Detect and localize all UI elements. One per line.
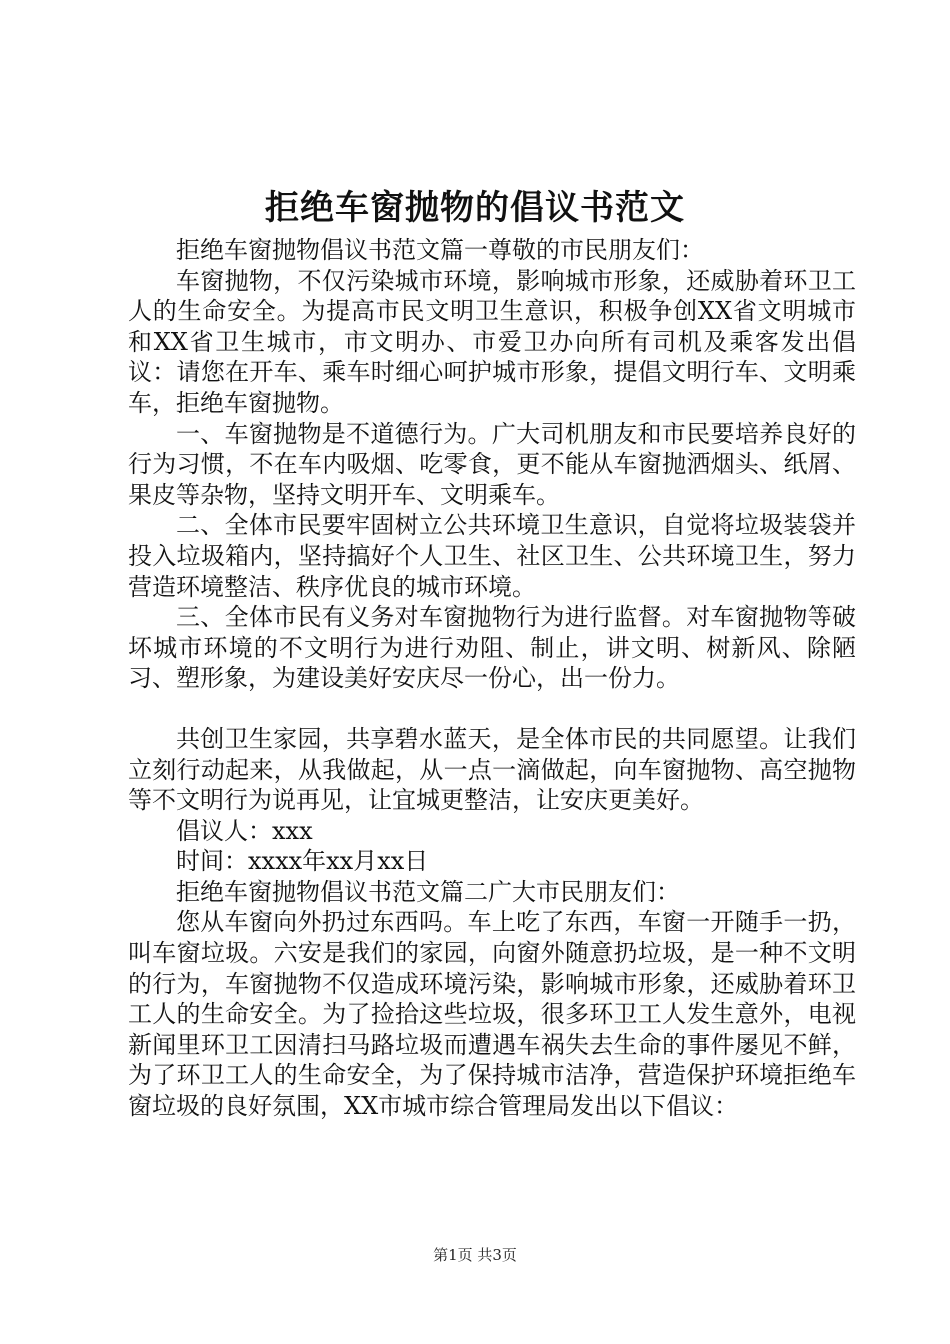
- signatory-line: 倡议人：xxx: [176, 816, 313, 845]
- document-body: [128, 235, 856, 1122]
- paragraph: 车窗抛物，不仅污染城市环境，影响城市形象，还威胁着环卫工人的生命安全。为提高市民文明卫生意识，积极争创XX省文明城市和XX省卫生城市，市文明办、市爱卫办向所有司机及乘客发出倡议：请您在开车、乘车时细心呵护城市形象，提倡文明行车、文明乘车，拒绝车窗抛物。: [128, 266, 856, 417]
- document-title: 拒绝车窗抛物的倡议书范文: [265, 188, 685, 228]
- paragraph: 您从车窗向外扔过东西吗。车上吃了东西，车窗一开随手一扔，叫车窗垃圾。六安是我们的家园，向窗外随意扔垃圾，是一种不文明的行为，车窗抛物不仅造成环境污染，影响城市形象，还威胁着环卫工人的生命安全。为了捡拾这些垃圾，很多环卫工人发生意外，电视新闻里环卫工因清扫马路垃圾而遭遇车祸失去生命的事件屡见不鲜，为了环卫工人的生命安全，为了保持城市洁净，营造保护环境拒绝车窗垃圾的良好氛围，XX市城市综合管理局发出以下倡议：: [128, 908, 856, 1121]
- paragraph: 一、车窗抛物是不道德行为。广大司机朋友和市民要培养良好的行为习惯，不在车内吸烟、吃零食，更不能从车窗抛洒烟头、纸屑、果皮等杂物，坚持文明开车、文明乘车。: [128, 419, 856, 509]
- page-footer: 第1页 共3页: [433, 1246, 517, 1264]
- date-line: 时间：xxxx年xx月xx日: [176, 847, 429, 876]
- section-intro-2: 拒绝车窗抛物倡议书范文篇二广大市民朋友们：: [176, 877, 680, 906]
- paragraph: 共创卫生家园，共享碧水蓝天，是全体市民的共同愿望。让我们立刻行动起来，从我做起，从一点一滴做起，向车窗抛物、高空抛物等不文明行为说再见，让宜城更整洁，让安庆更美好。: [128, 724, 856, 815]
- section-intro-1: 拒绝车窗抛物倡议书范文篇一尊敬的市民朋友们：: [176, 236, 704, 264]
- paragraph: 三、全体市民有义务对车窗抛物行为进行监督。对车窗抛物等破坏城市环境的不文明行为进行劝阻、制止，讲文明、树新风、除陋习、塑形象，为建设美好安庆尽一份心，出一份力。: [128, 603, 856, 693]
- paragraph: 二、全体市民要牢固树立公共环境卫生意识，自觉将垃圾装袋并投入垃圾箱内，坚持搞好个人卫生、社区卫生、公共环境卫生，努力营造环境整洁、秩序优良的城市环境。: [128, 511, 856, 601]
